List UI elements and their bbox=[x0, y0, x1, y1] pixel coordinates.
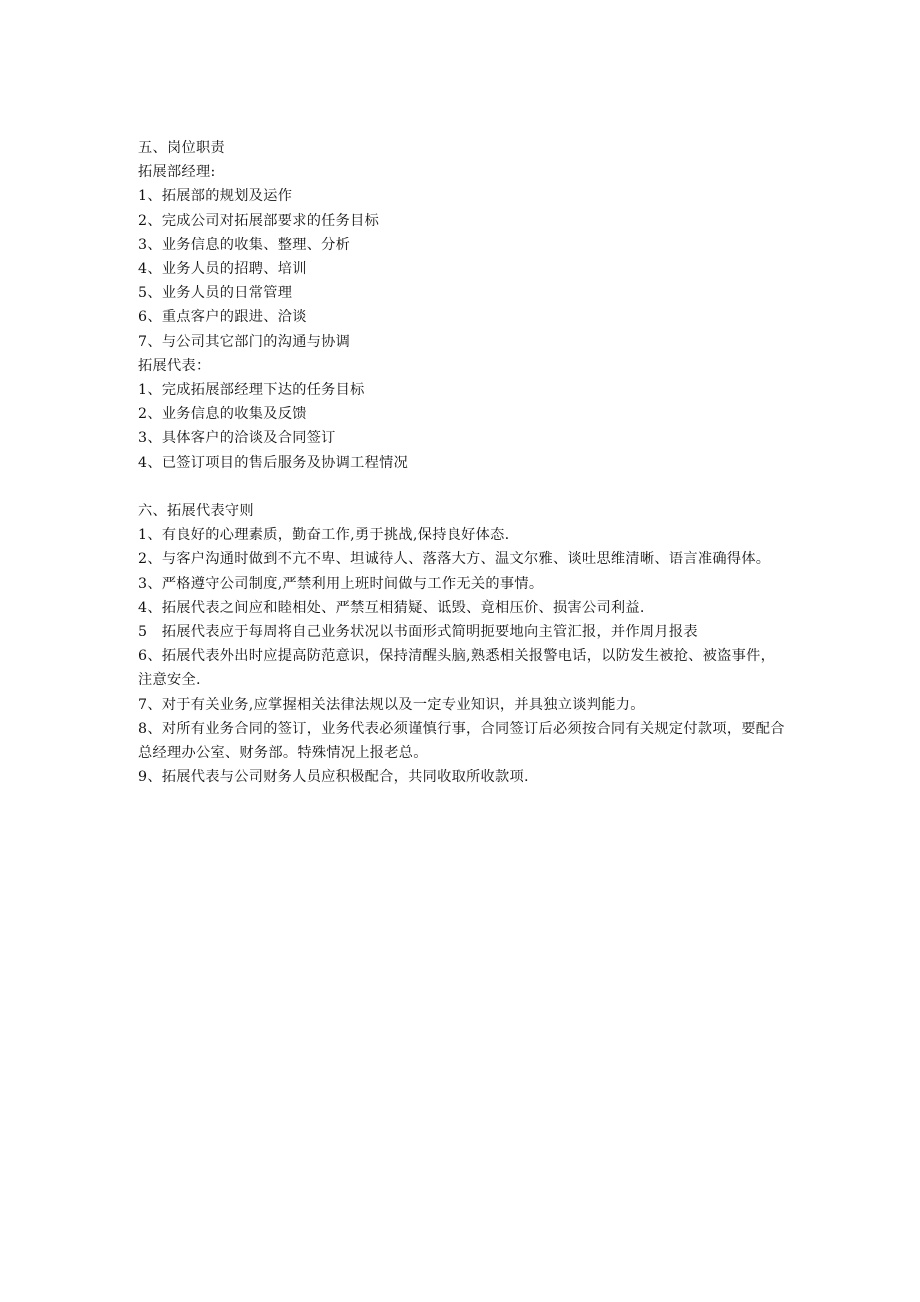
section-spacer bbox=[138, 475, 786, 499]
rule-8: 8、对所有业务合同的签订，业务代表必须谨慎行事，合同签订后必须按合同有关规定付款项，要配合总经理办公室、财务部。特殊情况上报老总。 bbox=[138, 720, 785, 762]
rep-heading: 拓展代表： bbox=[138, 357, 211, 374]
rep-duty-4: 4、已签订项目的售后服务及协调工程情况 bbox=[138, 454, 409, 471]
rule-1: 1、有良好的心理素质，勤奋工作,勇于挑战,保持良好体态. bbox=[138, 527, 510, 544]
rule-3: 3、严格遵守公司制度,严禁利用上班时间做与工作无关的事情。 bbox=[138, 575, 544, 592]
manager-duty-2: 2、完成公司对拓展部要求的任务目标 bbox=[138, 212, 380, 229]
manager-duty-5: 5、业务人员的日常管理 bbox=[138, 285, 293, 302]
rule-4: 4、拓展代表之间应和睦相处、严禁互相猜疑、诋毁、竟相压价、损害公司利益. bbox=[138, 599, 645, 616]
manager-duty-4: 4、业务人员的招聘、培训 bbox=[138, 261, 307, 278]
manager-duty-3: 3、业务信息的收集、整理、分析 bbox=[138, 236, 351, 253]
rule-6: 6、拓展代表外出时应提高防范意识，保持清醒头脑,熟悉相关报警电话，以防发生被抢、被盗事件，注意安全. bbox=[138, 648, 776, 689]
rule-2: 2、与客户沟通时做到不亢不卑、坦诚待人、落落大方、温文尔雅、谈吐思维清晰、语言准确得体。 bbox=[138, 551, 771, 568]
section-5-title: 五、岗位职责 bbox=[138, 140, 225, 156]
rep-duty-2: 2、业务信息的收集及反馈 bbox=[138, 406, 307, 423]
manager-heading: 拓展部经理: bbox=[138, 164, 216, 181]
rule-5: 5 拓展代表应于每周将自己业务状况以书面形式简明扼要地向主管汇报，并作周月报表 bbox=[138, 624, 698, 641]
manager-duty-7: 7、与公司其它部门的沟通与协调 bbox=[138, 333, 351, 350]
section-6-title: 六、拓展代表守则 bbox=[138, 503, 254, 520]
rep-duty-1: 1、完成拓展部经理下达的任务目标 bbox=[138, 382, 365, 399]
manager-duty-6: 6、重点客户的跟进、洽谈 bbox=[138, 309, 307, 326]
manager-duty-1: 1、拓展部的规划及运作 bbox=[138, 188, 293, 205]
rule-7: 7、对于有关业务,应掌握相关法律法规以及一定专业知识，并具独立谈判能力。 bbox=[138, 696, 645, 713]
document-body bbox=[138, 136, 786, 789]
rep-duty-3: 3、具体客户的洽谈及合同签订 bbox=[138, 430, 336, 447]
rule-9: 9、拓展代表与公司财务人员应积极配合，共同收取所收款项. bbox=[138, 769, 529, 786]
